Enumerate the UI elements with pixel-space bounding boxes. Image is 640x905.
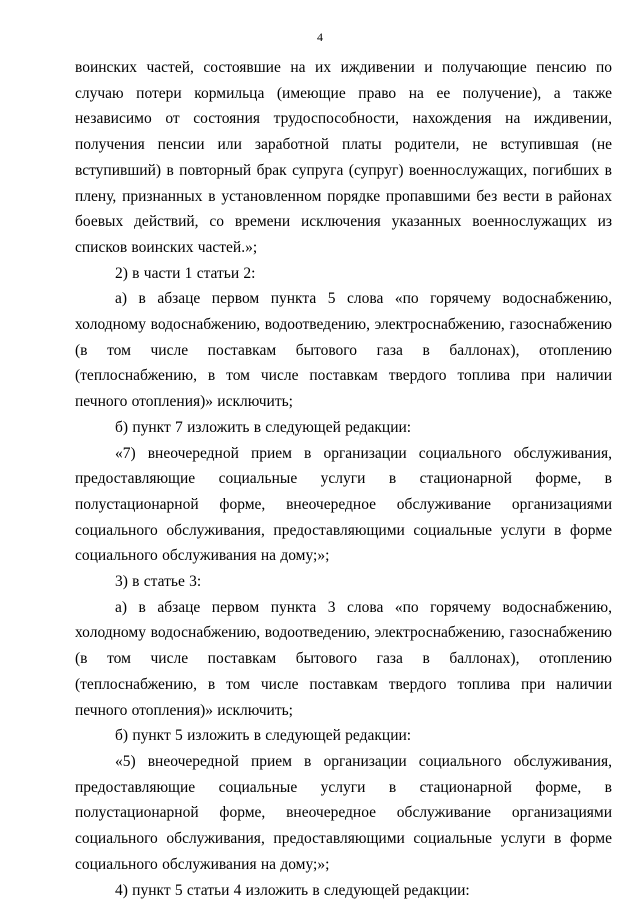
paragraph-item-2: 2) в части 1 статьи 2:: [115, 264, 256, 282]
paragraph-item-3a: а) в абзаце первом пункта 3 слова «по горячему водоснабжению, холодному водоснабжению, водоотведению, электроснабжению, газоснабжению (в том числе поставкам бытового газа в баллонах), отоплению (теплоснабжению, в том числе поставкам твердого топлива при наличии печного отопления)» исключить;: [75, 598, 612, 719]
paragraph-item-2b: б) пункт 7 изложить в следующей редакции:: [115, 418, 412, 436]
document-body: [75, 55, 612, 903]
page-number: 4: [317, 30, 323, 44]
paragraph-quote-5: «5) внеочередной прием в организации социального обслуживания, предоставляющие социальные услуги в стационарной форме, в полустационарной форме, внеочередное обслуживание организациями социального обслуживания, предоставляющими социальные услуги в форме социального обслуживания на дому;»;: [75, 752, 612, 873]
paragraph-item-3b: б) пункт 5 изложить в следующей редакции:: [115, 727, 412, 745]
paragraph-continuation: воинских частей, состоявшие на их иждивении и получающие пенсию по случаю потери кормильца (имеющие право на ее получение), а также независимо от состояния трудоспособности, нахождения на иждивении, получения пенсии или заработной платы родители, не вступившая (не вступивший) в повторный брак супруга (супруг) военнослужащих, погибших в плену, признанных в установленном порядке пропавшими без вести в районах боевых действий, со времени исключения указанных военнослужащих из списков воинских частей.»;: [75, 59, 612, 256]
paragraph-item-3: 3) в статье 3:: [115, 573, 202, 591]
paragraph-item-4: 4) пункт 5 статьи 4 изложить в следующей редакции:: [115, 881, 470, 899]
paragraph-item-2a: а) в абзаце первом пункта 5 слова «по горячему водоснабжению, холодному водоснабжению, водоотведению, электроснабжению, газоснабжению (в том числе поставкам бытового газа в баллонах), отоплению (теплоснабжению, в том числе поставкам твердого топлива при наличии печного отопления)» исключить;: [75, 290, 612, 411]
paragraph-quote-7: «7) внеочередной прием в организации социального обслуживания, предоставляющие социальные услуги в стационарной форме, в полустационарной форме, внеочередное обслуживание организациями социального обслуживания, предоставляющими социальные услуги в форме социального обслуживания на дому;»;: [75, 444, 612, 565]
